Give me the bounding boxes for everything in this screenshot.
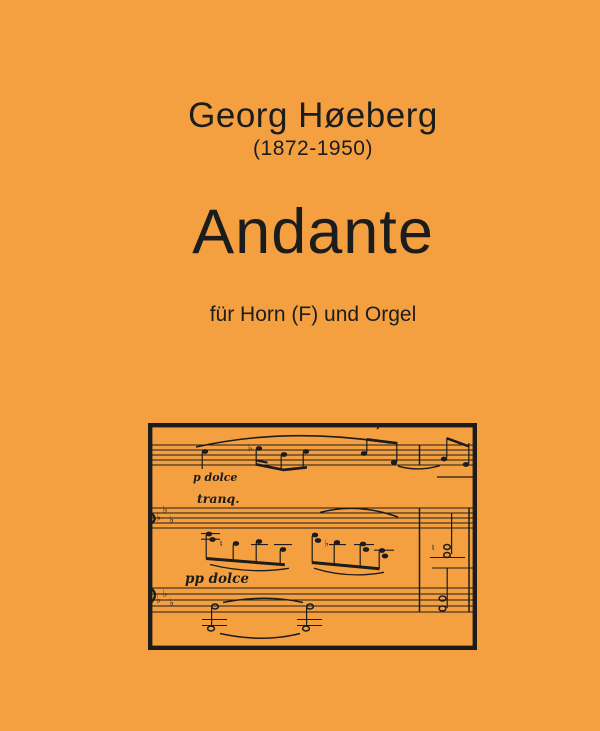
composer-name: Georg Høeberg <box>188 96 438 135</box>
flat-icon: ♭ <box>156 511 161 524</box>
flat-icon: ♭ <box>324 538 329 550</box>
music-excerpt <box>148 423 477 650</box>
flat-icon: ♭ <box>162 504 168 516</box>
flat-icon: ♭ <box>169 597 174 609</box>
natural-icon: ♮ <box>219 539 223 550</box>
flat-icon: ♭ <box>162 588 168 600</box>
breath-mark-icon: ’ <box>376 424 381 440</box>
flat-icon: ♭ <box>248 443 253 454</box>
dynamic-marking-top: p dolce <box>193 471 238 484</box>
flat-icon: ♭ <box>169 514 174 526</box>
instrumentation-line: für Horn (F) und Orgel <box>209 303 417 326</box>
tempo-marking: tranq. <box>197 491 240 506</box>
dynamic-marking-bottom: pp dolce <box>185 571 249 587</box>
music-excerpt-image <box>148 423 477 650</box>
composer-dates: (1872-1950) <box>253 137 373 160</box>
flat-icon: ♭ <box>156 594 161 606</box>
organ-upper-staff-notes <box>152 504 475 575</box>
work-title: Andante <box>192 197 434 267</box>
natural-icon: ♮ <box>431 543 435 554</box>
